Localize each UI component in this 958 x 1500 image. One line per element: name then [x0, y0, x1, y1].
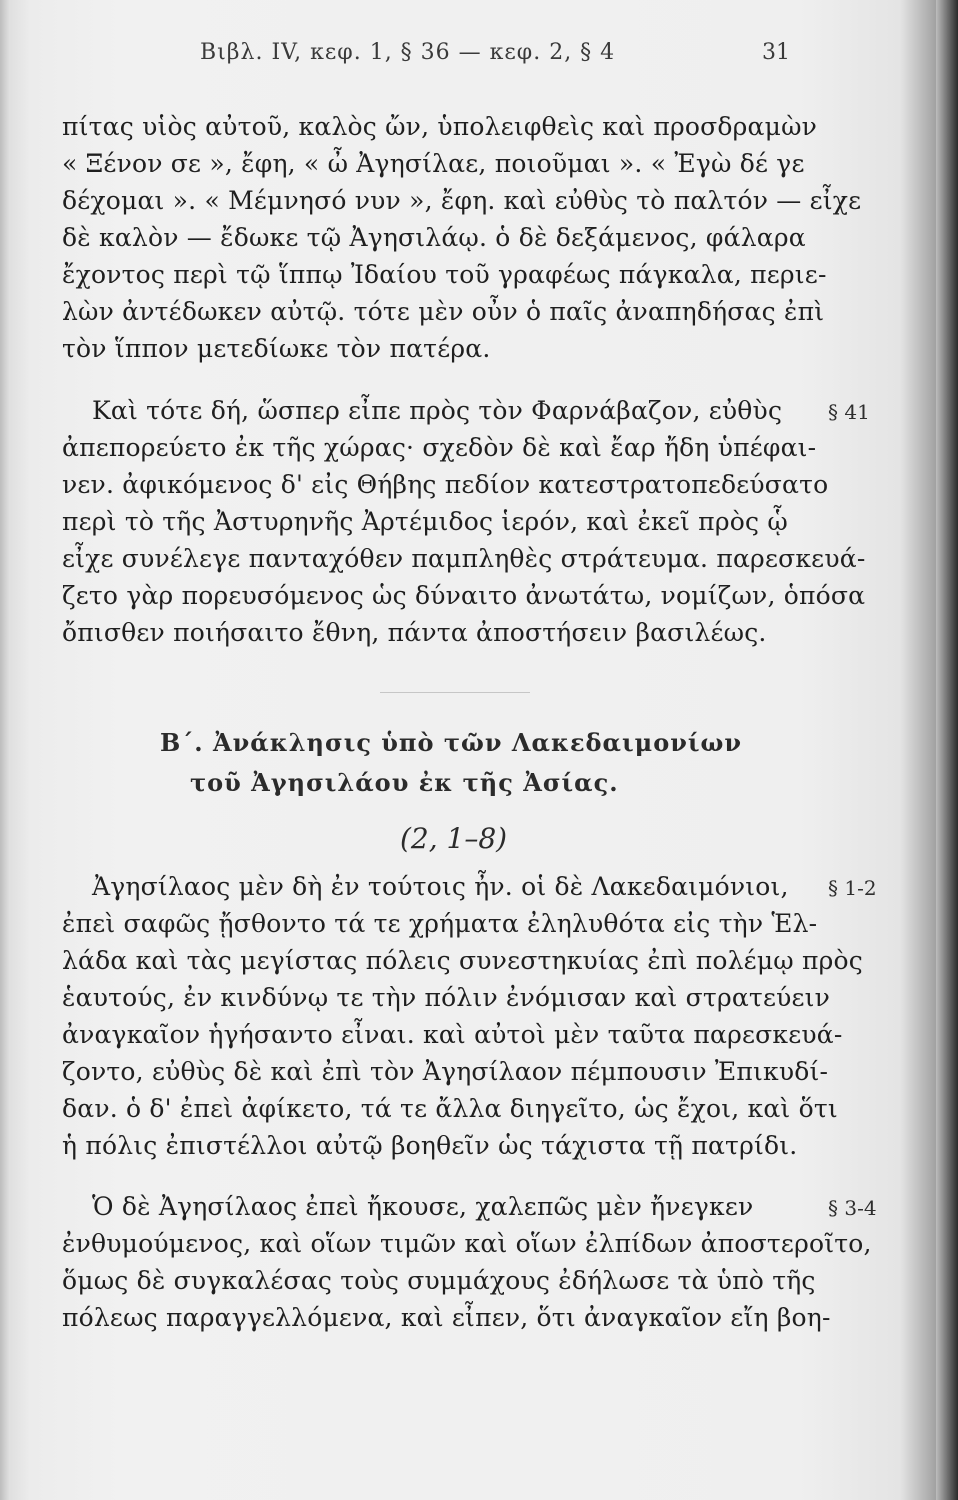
- margin-section-ref: § 1-2: [828, 876, 877, 900]
- text-line: πίτας υἱὸς αὐτοῦ, καλὸς ὤν, ὑπολειφθεὶς καὶ προσδραμὼν: [62, 112, 818, 141]
- section-heading-line2: τοῦ Ἀγησιλάου ἐκ τῆς Ἀσίας.: [190, 768, 619, 797]
- running-title: Βιβλ. IV, κεφ. 1, § 36 — κεφ. 2, § 4: [200, 40, 616, 65]
- text-line: δέχομαι ». « Μέμνησό νυν », ἔφη. καὶ εὐθὺς τὸ παλτόν — εἶχε: [62, 186, 862, 215]
- text-line: εἶχε συνέλεγε πανταχόθεν παμπληθὲς στράτευμα. παρεσκευά-: [62, 544, 866, 573]
- text-line: ἀπεπορεύετο ἐκ τῆς χώρας· σχεδὸν δὲ καὶ ἔαρ ἤδη ὑπέφαι-: [62, 433, 817, 462]
- text-line: ἔχοντος περὶ τῷ ἵππῳ Ἰδαίου τοῦ γραφέως πάγκαλα, περιε-: [62, 260, 827, 289]
- text-line: ἀναγκαῖον ἡγήσαντο εἶναι. καὶ αὐτοὶ μὲν ταῦτα παρεσκευά-: [62, 1020, 843, 1049]
- text-line: « Ξένον σε », ἔφη, « ὦ Ἀγησίλαε, ποιοῦμαι ». « Ἐγὼ δέ γε: [62, 149, 805, 178]
- text-line: ζετο γὰρ πορευσόμενος ὡς δύναιτο ἀνωτάτω, νομίζων, ὁπόσα: [62, 581, 866, 610]
- text-line: ἐπεὶ σαφῶς ᾔσθοντο τά τε χρήματα ἐληλυθότα εἰς τὴν Ἑλ-: [62, 909, 818, 938]
- text-line: λὼν ἀντέδωκεν αὐτῷ. τότε μὲν οὖν ὁ παῖς ἀναπηδήσας ἐπὶ: [62, 297, 825, 326]
- text-line: πόλεως παραγγελλόμενα, καὶ εἶπεν, ὅτι ἀναγκαῖον εἴη βοη-: [62, 1303, 831, 1332]
- text-line: τὸν ἵππον μετεδίωκε τὸν πατέρα.: [62, 334, 491, 363]
- section-heading: Β΄. Ἀνάκλησις ὑπὸ τῶν Λακεδαιμονίων: [160, 728, 742, 757]
- text-line: ὄπισθεν ποιήσαιτο ἔθνη, πάντα ἀποστήσειν βασιλέως.: [62, 618, 767, 647]
- page-gutter: [0, 0, 10, 1500]
- text-line: νεν. ἀφικόμενος δ' εἰς Θήβης πεδίον κατεστρατοπεδεύσατο: [62, 470, 829, 499]
- text-line: Καὶ τότε δή, ὥσπερ εἶπε πρὸς τὸν Φαρνάβαζον, εὐθὺς: [92, 396, 783, 425]
- text-line: ζοντο, εὐθὺς δὲ καὶ ἐπὶ τὸν Ἀγησίλαον πέμπουσιν Ἐπικυδί-: [62, 1057, 829, 1086]
- text-line: ὅμως δὲ συγκαλέσας τοὺς συμμάχους ἐδήλωσε τὰ ὑπὸ τῆς: [62, 1266, 816, 1295]
- text-line: ἡ πόλις ἐπιστέλλοι αὐτῷ βοηθεῖν ὡς τάχιστα τῇ πατρίδι.: [62, 1131, 798, 1160]
- text-line: ἑαυτούς, ἐν κινδύνῳ τε τὴν πόλιν ἐνόμισαν καὶ στρατεύειν: [62, 983, 831, 1012]
- section-divider: [380, 692, 530, 693]
- chapter-reference: (2, 1–8): [400, 822, 508, 855]
- margin-section-ref: § 41: [828, 400, 870, 424]
- page-number: 31: [762, 40, 790, 65]
- text-line: Ἀγησίλαος μὲν δὴ ἐν τούτοις ἦν. οἱ δὲ Λακεδαιμόνιοι,: [92, 872, 789, 901]
- text-line: Ὁ δὲ Ἀγησίλαος ἐπεὶ ἤκουσε, χαλεπῶς μὲν ἤνεγκεν: [92, 1192, 754, 1221]
- margin-section-ref: § 3-4: [828, 1196, 877, 1220]
- page-edge: [936, 0, 958, 1500]
- text-line: ἐνθυμούμενος, καὶ οἵων τιμῶν καὶ οἵων ἐλπίδων ἀποστεροῖτο,: [62, 1229, 872, 1258]
- text-line: δὲ καλὸν — ἔδωκε τῷ Ἀγησιλάῳ. ὁ δὲ δεξάμενος, φάλαρα: [62, 223, 806, 252]
- text-line: δαν. ὁ δ' ἐπεὶ ἀφίκετο, τά τε ἄλλα διηγεῖτο, ὡς ἔχοι, καὶ ὅτι: [62, 1094, 838, 1123]
- text-line: περὶ τὸ τῆς Ἀστυρηνῆς Ἀρτέμιδος ἱερόν, καὶ ἐκεῖ πρὸς ᾧ: [62, 507, 788, 536]
- text-line: λάδα καὶ τὰς μεγίστας πόλεις συνεστηκυίας ἐπὶ πολέμῳ πρὸς: [62, 946, 863, 975]
